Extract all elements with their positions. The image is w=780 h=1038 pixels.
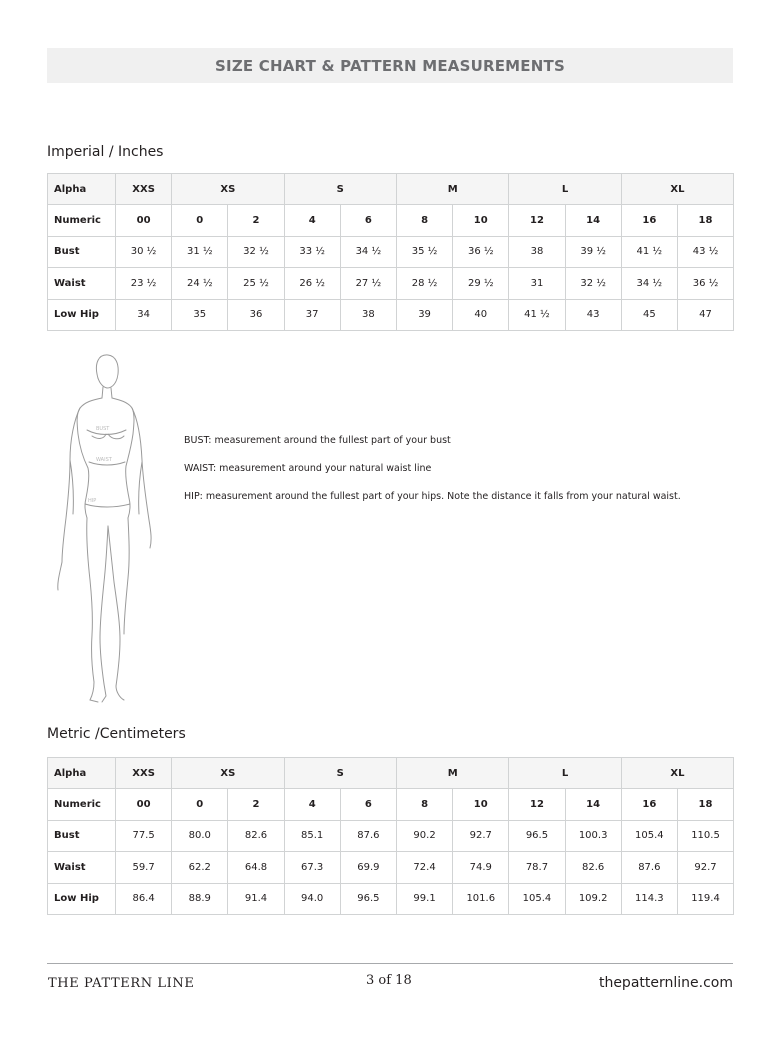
alpha-cell: XXS (116, 174, 172, 205)
title-bar (47, 48, 733, 83)
low-hip-cell: 109.2 (565, 883, 621, 914)
bust-cell: 87.6 (340, 820, 396, 851)
low-hip-cell: 35 (172, 299, 228, 330)
bust-cell: 77.5 (116, 820, 172, 851)
waist-cell: 92.7 (677, 852, 733, 883)
low-hip-cell: 47 (677, 299, 733, 330)
bust-cell: 30 ½ (116, 236, 172, 267)
numeric-cell: 00 (116, 789, 172, 820)
row-label: Numeric (48, 789, 116, 820)
table-row-numeric (48, 789, 734, 820)
low-hip-cell: 41 ½ (509, 299, 565, 330)
low-hip-cell: 91.4 (228, 883, 284, 914)
alpha-cell: XS (172, 174, 284, 205)
bust-cell: 82.6 (228, 820, 284, 851)
body-measurement-figure (40, 350, 160, 705)
row-label: Bust (48, 236, 116, 267)
waist-cell: 36 ½ (677, 268, 733, 299)
bust-cell: 100.3 (565, 820, 621, 851)
waist-cell: 26 ½ (284, 268, 340, 299)
table-row-waist (48, 268, 734, 299)
bust-cell: 32 ½ (228, 236, 284, 267)
waist-cell: 28 ½ (396, 268, 452, 299)
page-title: SIZE CHART & PATTERN MEASUREMENTS (215, 56, 565, 75)
row-label: Numeric (48, 205, 116, 236)
waist-cell: 67.3 (284, 852, 340, 883)
table-row-alpha (48, 758, 734, 789)
bust-cell: 80.0 (172, 820, 228, 851)
numeric-cell: 4 (284, 789, 340, 820)
numeric-cell: 2 (228, 789, 284, 820)
table-row-waist (48, 852, 734, 883)
bust-cell: 38 (509, 236, 565, 267)
footer-divider (47, 963, 733, 964)
alpha-cell: S (284, 174, 396, 205)
numeric-cell: 0 (172, 789, 228, 820)
table-row-low-hip (48, 299, 734, 330)
table-row-low-hip (48, 883, 734, 914)
page-number: 3 of 18 (366, 973, 412, 988)
numeric-cell: 14 (565, 789, 621, 820)
numeric-cell: 10 (453, 205, 509, 236)
bust-cell: 36 ½ (453, 236, 509, 267)
row-label: Waist (48, 268, 116, 299)
low-hip-cell: 37 (284, 299, 340, 330)
row-label: Alpha (48, 174, 116, 205)
numeric-cell: 2 (228, 205, 284, 236)
alpha-cell: XL (621, 758, 733, 789)
bust-cell: 92.7 (453, 820, 509, 851)
bust-cell: 33 ½ (284, 236, 340, 267)
numeric-cell: 8 (396, 789, 452, 820)
numeric-cell: 8 (396, 205, 452, 236)
figure-waist-tag: WAIST (96, 457, 112, 463)
numeric-cell: 4 (284, 205, 340, 236)
alpha-cell: XS (172, 758, 284, 789)
bust-cell: 90.2 (396, 820, 452, 851)
low-hip-cell: 119.4 (677, 883, 733, 914)
low-hip-cell: 105.4 (509, 883, 565, 914)
bust-cell: 43 ½ (677, 236, 733, 267)
bust-cell: 35 ½ (396, 236, 452, 267)
alpha-cell: M (396, 758, 508, 789)
waist-cell: 59.7 (116, 852, 172, 883)
waist-cell: 29 ½ (453, 268, 509, 299)
bust-cell: 31 ½ (172, 236, 228, 267)
row-label: Low Hip (48, 883, 116, 914)
numeric-cell: 00 (116, 205, 172, 236)
numeric-cell: 16 (621, 205, 677, 236)
numeric-cell: 18 (677, 205, 733, 236)
row-label: Alpha (48, 758, 116, 789)
waist-cell: 23 ½ (116, 268, 172, 299)
measurement-definitions (184, 435, 681, 519)
bust-cell: 41 ½ (621, 236, 677, 267)
numeric-cell: 18 (677, 789, 733, 820)
footer-brand: THE PATTERN LINE (48, 976, 195, 991)
waist-cell: 64.8 (228, 852, 284, 883)
alpha-cell: L (509, 758, 621, 789)
low-hip-cell: 94.0 (284, 883, 340, 914)
imperial-section-label: Imperial / Inches (47, 144, 164, 160)
metric-section-label: Metric /Centimeters (47, 726, 186, 742)
table-row-alpha (48, 174, 734, 205)
table-row-bust (48, 236, 734, 267)
alpha-cell: XXS (116, 758, 172, 789)
low-hip-cell: 43 (565, 299, 621, 330)
alpha-cell: XL (621, 174, 733, 205)
waist-cell: 87.6 (621, 852, 677, 883)
low-hip-cell: 38 (340, 299, 396, 330)
numeric-cell: 16 (621, 789, 677, 820)
numeric-cell: 12 (509, 789, 565, 820)
bust-cell: 34 ½ (340, 236, 396, 267)
low-hip-cell: 34 (116, 299, 172, 330)
bust-definition: BUST: measurement around the fullest part of your bust (184, 435, 451, 446)
low-hip-cell: 39 (396, 299, 452, 330)
numeric-cell: 12 (509, 205, 565, 236)
waist-cell: 72.4 (396, 852, 452, 883)
alpha-cell: S (284, 758, 396, 789)
numeric-cell: 6 (340, 789, 396, 820)
waist-cell: 82.6 (565, 852, 621, 883)
alpha-cell: L (509, 174, 621, 205)
waist-cell: 69.9 (340, 852, 396, 883)
row-label: Waist (48, 852, 116, 883)
footer-url: thepatternline.com (598, 975, 733, 991)
bust-cell: 85.1 (284, 820, 340, 851)
hip-definition: HIP: measurement around the fullest part of your hips. Note the distance it falls from your natural waist. (184, 491, 681, 502)
bust-cell: 110.5 (677, 820, 733, 851)
bust-cell: 96.5 (509, 820, 565, 851)
bust-cell: 39 ½ (565, 236, 621, 267)
low-hip-cell: 96.5 (340, 883, 396, 914)
numeric-cell: 14 (565, 205, 621, 236)
figure-bust-tag: BUST (96, 426, 110, 432)
low-hip-cell: 88.9 (172, 883, 228, 914)
figure-hip-tag: HIP (88, 498, 97, 504)
numeric-cell: 0 (172, 205, 228, 236)
numeric-cell: 6 (340, 205, 396, 236)
low-hip-cell: 45 (621, 299, 677, 330)
table-row-bust (48, 820, 734, 851)
waist-cell: 32 ½ (565, 268, 621, 299)
row-label: Bust (48, 820, 116, 851)
waist-cell: 78.7 (509, 852, 565, 883)
low-hip-cell: 114.3 (621, 883, 677, 914)
alpha-cell: M (396, 174, 508, 205)
waist-cell: 62.2 (172, 852, 228, 883)
waist-cell: 31 (509, 268, 565, 299)
low-hip-cell: 40 (453, 299, 509, 330)
row-label: Low Hip (48, 299, 116, 330)
numeric-cell: 10 (453, 789, 509, 820)
table-row-numeric (48, 205, 734, 236)
waist-cell: 74.9 (453, 852, 509, 883)
low-hip-cell: 86.4 (116, 883, 172, 914)
bust-cell: 105.4 (621, 820, 677, 851)
waist-cell: 27 ½ (340, 268, 396, 299)
low-hip-cell: 36 (228, 299, 284, 330)
metric-size-table (47, 757, 734, 915)
waist-cell: 24 ½ (172, 268, 228, 299)
waist-cell: 34 ½ (621, 268, 677, 299)
low-hip-cell: 101.6 (453, 883, 509, 914)
waist-cell: 25 ½ (228, 268, 284, 299)
waist-definition: WAIST: measurement around your natural waist line (184, 463, 432, 474)
imperial-size-table (47, 173, 734, 331)
low-hip-cell: 99.1 (396, 883, 452, 914)
